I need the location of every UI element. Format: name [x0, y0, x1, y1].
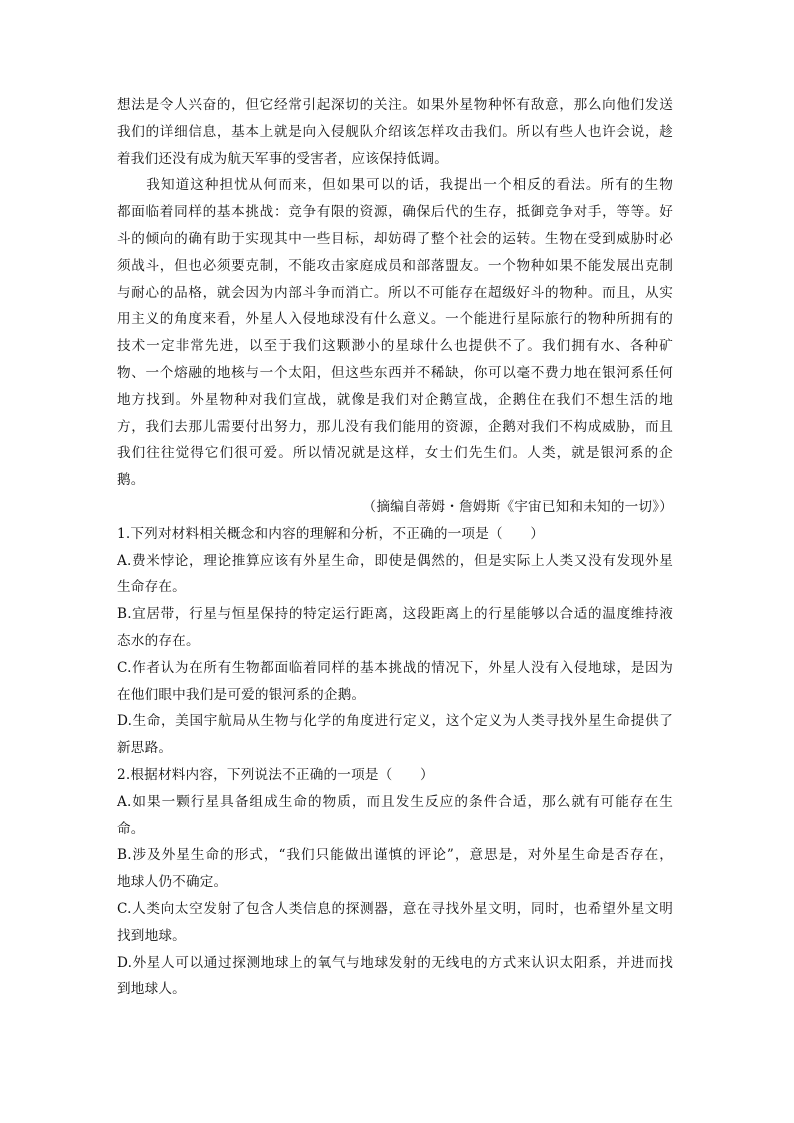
option-a-line-1: A.如果一颗行星具备组成生命的物质，而且发生反应的条件合适，那么就有可能存在生 [117, 793, 673, 810]
text-line: 物、一个熔融的地核与一个太阳，但这些东西并不稀缺，你可以毫不费力地在银河系任何 [117, 364, 673, 381]
source-citation: （摘编自蒂姆・詹姆斯《宇宙已知和未知的一切》） [362, 498, 673, 515]
text-line: 着我们还没有成为航天军事的受害者，应该保持低调。 [117, 150, 449, 167]
document-page [117, 92, 673, 1003]
text-line: 地方找到。外星物种对我们宣战，就像是我们对企鹅宣战，企鹅住在我们不想生活的地 [117, 391, 673, 408]
text-line: 技术一定非常先进，以至于我们这颗渺小的星球什么也提供不了。我们拥有水、各种矿 [117, 338, 673, 355]
option-d-line-1: D.外星人可以通过探测地球上的氧气与地球发射的无线电的方式来认识太阳系，并进而找 [117, 954, 673, 971]
text-line: 我们的详细信息，基本上就是向入侵舰队介绍该怎样攻击我们。所以有些人也许会说，趁 [117, 123, 673, 140]
option-d-line-2: 到地球人。 [117, 981, 186, 998]
option-c-line-2: 在他们眼中我们是可爱的银河系的企鹅。 [117, 686, 366, 703]
text-line: 我知道这种担忧从何而来，但如果可以的话，我提出一个相反的看法。所有的生物 [117, 177, 673, 194]
text-line: 鹅。 [117, 472, 145, 489]
text-line: 斗的倾向的确有助于实现其中一些目标，却妨碍了整个社会的运转。生物在受到威胁时必 [117, 230, 673, 247]
option-c-line-1: C.作者认为在所有生物都面临着同样的基本挑战的情况下，外星人没有入侵地球，是因为 [117, 659, 673, 676]
text-line: 我们往往觉得它们很可爱。所以情况就是这样，女士们先生们。人类，就是银河系的企 [117, 445, 673, 462]
option-d-line-1: D.生命，美国宇航局从生物与化学的角度进行定义，这个定义为人类寻找外星生命提供了 [117, 713, 673, 730]
option-a-line-1: A.费米悖论，理论推算应该有外星生命，即使是偶然的，但是实际上人类又没有发现外星 [117, 552, 673, 569]
option-b-line-2: 地球人仍不确定。 [117, 874, 228, 891]
question-stem: 2.根据材料内容，下列说法不正确的一项是（ ） [117, 766, 434, 783]
option-b-line-1: B.涉及外星生命的形式，“我们只能做出谨慎的评论”，意思是，对外星生命是否存在， [117, 847, 673, 864]
option-a-line-2: 生命存在。 [117, 579, 186, 596]
option-a-line-2: 命。 [117, 820, 145, 837]
option-c-line-2: 找到地球。 [117, 927, 186, 944]
option-d-line-2: 新思路。 [117, 740, 173, 757]
option-b-line-2: 态水的存在。 [117, 632, 200, 649]
text-line: 与耐心的品格，就会因为内部斗争而消亡。所以不可能存在超级好斗的物种。而且，从实 [117, 284, 673, 301]
text-line: 用主义的角度来看，外星人入侵地球没有什么意义。一个能进行星际旅行的物种所拥有的 [117, 311, 673, 328]
text-line: 须战斗，但也必须要克制，不能攻击家庭成员和部落盟友。一个物种如果不能发展出克制 [117, 257, 673, 274]
text-line: 都面临着同样的基本挑战：竞争有限的资源，确保后代的生存，抵御竞争对手，等等。好 [117, 204, 673, 221]
question-2 [117, 762, 673, 1003]
passage-paragraph-2 [117, 172, 673, 494]
option-b-line-1: B.宜居带，行星与恒星保持的特定运行距离，这段距离上的行星能够以合适的温度维持液 [117, 606, 673, 623]
option-c-line-1: C.人类向太空发射了包含人类信息的探测器，意在寻找外星文明，同时，也希望外星文明 [117, 900, 673, 917]
question-1 [117, 521, 673, 762]
text-line: 想法是令人兴奋的，但它经常引起深切的关注。如果外星物种怀有敌意，那么向他们发送 [117, 97, 673, 113]
question-stem: 1.下列对材料相关概念和内容的理解和分析，不正确的一项是（ ） [117, 525, 545, 542]
passage-paragraph-1 [117, 92, 673, 172]
text-line: 方，我们去那儿需要付出努力，那儿没有我们能用的资源，企鹅对我们不构成威胁，而且 [117, 418, 673, 435]
